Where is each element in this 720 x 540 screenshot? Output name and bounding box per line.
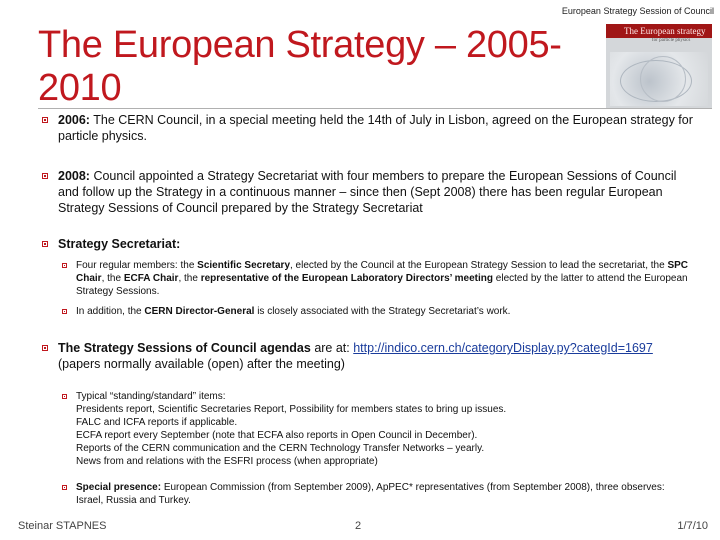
bullet-2008-label: 2008:	[58, 169, 90, 183]
bullet-agendas	[58, 340, 698, 372]
strategy-logo	[606, 24, 712, 108]
bullet-icon	[42, 345, 48, 351]
sub-bullet-icon	[62, 394, 67, 399]
standing-items: Typical “standing/standard” items: Presidents report, Scientific Secretaries Report, Possibility for members states to bring up issues. FALC and ICFA reports if applicable. ECFA report every September (note that ECFA also reports in Open Council in December). Reports of the CERN communication and the CERN Technology Transfer Networks – yearly. News from and relations with the ESFRI process (when appropriate)	[76, 391, 507, 467]
bullet-2006	[58, 112, 698, 144]
agendas-text-1: are at:	[310, 341, 354, 355]
members-text-2: , elected by the Council at the European Strategy Session to lead the secretariat, the	[290, 260, 668, 271]
bullet-strategy-secretariat	[58, 236, 698, 252]
secretariat-label: Strategy Secretariat:	[58, 237, 181, 251]
lab-directors-representative: representative of the European Laboratory Directors’ meeting	[200, 273, 494, 284]
dg-text-1: In addition, the	[76, 306, 145, 317]
logo-title: The European strategy	[624, 26, 706, 36]
title-line-1: The European Strategy – 2005-	[38, 24, 562, 66]
agendas-text-2: (papers normally available (open) after the meeting)	[58, 357, 345, 371]
bullet-2006-text: The CERN Council, in a special meeting held the 14th of July in Lisbon, agreed on the European strategy for particle physics.	[58, 113, 693, 143]
slide-title	[38, 24, 598, 110]
header-caption: European Strategy Session of Council	[561, 6, 714, 16]
bullet-icon	[42, 241, 48, 247]
special-presence-text: European Commission (from September 2009), ApPEC* representatives (from September 2008), three observes: Israel, Russia and Turkey.	[76, 482, 665, 506]
cern-director-general: CERN Director-General	[144, 306, 255, 317]
special-presence-label: Special presence:	[76, 482, 162, 493]
agendas-label: The Strategy Sessions of Council agendas	[58, 341, 311, 355]
scientific-secretary: Scientific Secretary	[197, 260, 290, 271]
title-rule	[38, 108, 712, 109]
sub-bullet-icon	[62, 309, 67, 314]
members-text-4: , the	[178, 273, 201, 284]
dg-text-2: is closely associated with the Strategy Secretariat’s work.	[254, 306, 511, 317]
indico-link[interactable]: http://indico.cern.ch/categoryDisplay.py?categId=1697	[353, 341, 653, 355]
members-text-5: elected by the latter to attend the European Strategy Sessions.	[76, 273, 688, 297]
bullet-2008-text: Council appointed a Strategy Secretariat with four members to prepare the European Sessions of Council and follow up the Strategy in a continuous manner – since then (Sept 2008) there has been regular European Strategy Sessions of Council prepared by the Strategy Secretariat	[58, 169, 677, 215]
special-presence	[76, 481, 688, 507]
logo-graphic	[610, 52, 708, 106]
sub-bullet-icon	[62, 263, 67, 268]
bullet-2008	[58, 168, 698, 216]
spc-chair: SPC Chair	[76, 260, 689, 284]
ecfa-chair: ECFA Chair	[123, 273, 179, 284]
members-text-3: , the	[101, 273, 124, 284]
bullet-icon	[42, 173, 48, 179]
bullet-2006-label: 2006:	[58, 113, 90, 127]
footer-date: 1/7/10	[677, 520, 708, 532]
secretariat-members	[76, 259, 688, 298]
bullet-icon	[42, 117, 48, 123]
sub-bullet-icon	[62, 485, 67, 490]
logo-subtitle: for particle physics	[652, 38, 691, 43]
members-text-1: Four regular members: the	[76, 260, 198, 271]
page-number: 2	[355, 520, 362, 532]
footer-author: Steinar STAPNES	[18, 520, 107, 532]
title-line-2: 2010	[38, 67, 122, 109]
director-general-note	[76, 305, 688, 318]
